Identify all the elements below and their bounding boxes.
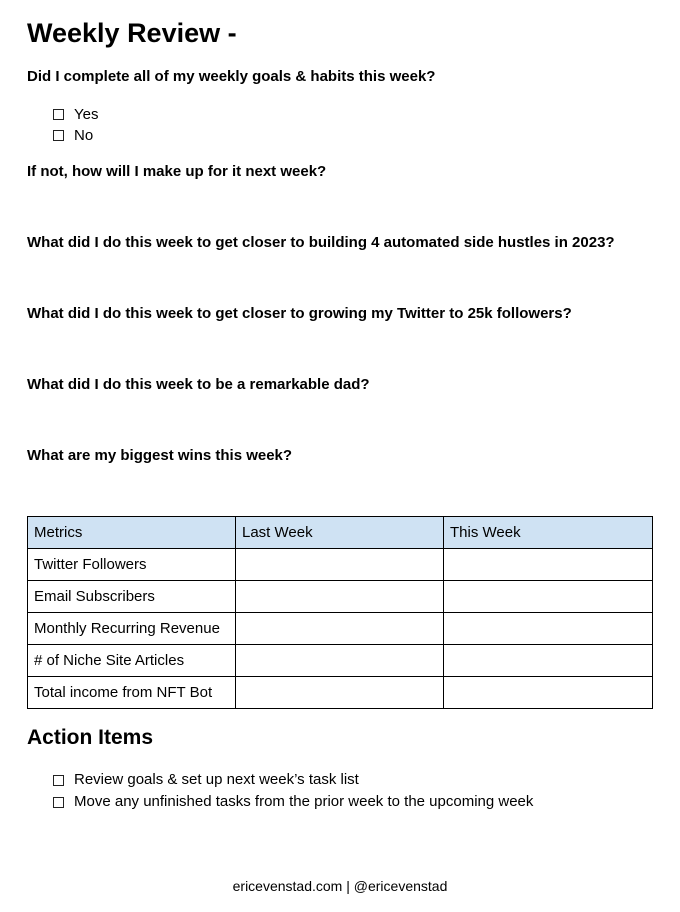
question-side-hustles: What did I do this week to get closer to building 4 automated side hustles in 2023? xyxy=(27,234,615,251)
question-twitter-growth: What did I do this week to get closer to growing my Twitter to 25k followers? xyxy=(27,305,572,322)
table-row xyxy=(28,549,653,581)
metrics-header-this-week: This Week xyxy=(444,517,653,549)
answer-yes-option[interactable] xyxy=(53,104,98,125)
this-week-cell[interactable] xyxy=(444,549,653,581)
no-label: No xyxy=(74,126,94,144)
table-row xyxy=(28,677,653,709)
question-goals-completed: Did I complete all of my weekly goals & habits this week? xyxy=(27,68,436,85)
metrics-header-metrics: Metrics xyxy=(28,517,236,549)
metrics-header-row xyxy=(28,517,653,549)
metric-label: Email Subscribers xyxy=(28,581,236,613)
this-week-cell[interactable] xyxy=(444,581,653,613)
last-week-cell[interactable] xyxy=(236,581,444,613)
answer-no-option[interactable] xyxy=(53,125,98,146)
action-item[interactable] xyxy=(53,791,533,813)
metrics-table xyxy=(27,516,653,709)
this-week-cell[interactable] xyxy=(444,613,653,645)
question-make-up: If not, how will I make up for it next week? xyxy=(27,163,327,180)
question-biggest-wins: What are my biggest wins this week? xyxy=(27,447,293,464)
last-week-cell[interactable] xyxy=(236,677,444,709)
goal-answer-checklist xyxy=(53,104,98,146)
metric-label: Twitter Followers xyxy=(28,549,236,581)
yes-label: Yes xyxy=(74,105,99,123)
action-items-heading: Action Items xyxy=(27,726,154,749)
action-item-checkbox[interactable] xyxy=(53,797,64,808)
table-row xyxy=(28,613,653,645)
metric-label: # of Niche Site Articles xyxy=(28,645,236,677)
action-items-checklist xyxy=(53,769,533,813)
metric-label: Total income from NFT Bot xyxy=(28,677,236,709)
action-item-label: Review goals & set up next week’s task list xyxy=(74,771,359,788)
last-week-cell[interactable] xyxy=(236,549,444,581)
footer-credit: ericevenstad.com | @ericevenstad xyxy=(232,878,448,894)
table-row xyxy=(28,581,653,613)
question-remarkable-dad: What did I do this week to be a remarkable dad? xyxy=(27,376,370,393)
yes-checkbox[interactable] xyxy=(53,109,64,120)
action-item-checkbox[interactable] xyxy=(53,775,64,786)
action-item-label: Move any unfinished tasks from the prior week to the upcoming week xyxy=(74,793,534,810)
page-title: Weekly Review - xyxy=(27,18,237,48)
this-week-cell[interactable] xyxy=(444,677,653,709)
metrics-header-last-week: Last Week xyxy=(236,517,444,549)
last-week-cell[interactable] xyxy=(236,645,444,677)
last-week-cell[interactable] xyxy=(236,613,444,645)
table-row xyxy=(28,645,653,677)
metric-label: Monthly Recurring Revenue xyxy=(28,613,236,645)
action-item[interactable] xyxy=(53,769,533,791)
this-week-cell[interactable] xyxy=(444,645,653,677)
no-checkbox[interactable] xyxy=(53,130,64,141)
